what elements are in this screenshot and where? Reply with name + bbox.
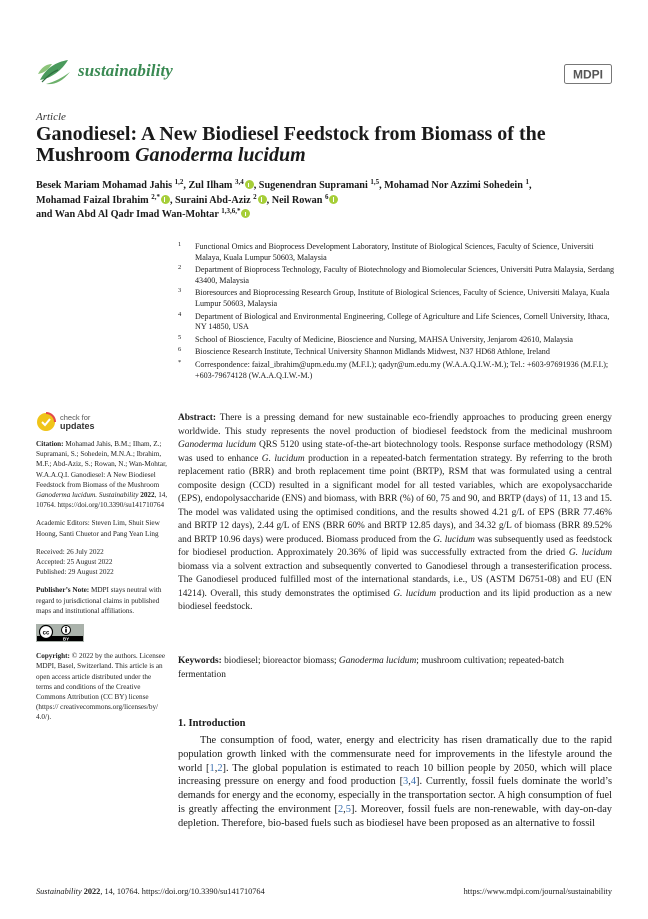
journal-logo[interactable] [36,56,173,86]
citation-link[interactable]: 5 [345,803,351,815]
citation-block: Citation: Mohamad Jahis, B.M.; Ilham, Z.; Supramani, S.; Sohedein, M.N.A.; Ibrahim, M.F.; Abd-Aziz, S.; Rowan, N.; Wan-Mohtar, W.A.A.Q.I. Ganodiesel: A New Biodiesel Feedstock from Biomass of the Mushroom Ganoderma lucidum. Sustainability 2022, 14, 10764. https://doi.org/10.3390/su141710764 [36,440,168,510]
abstract: Abstract: There is a pressing demand for new sustainable eco-friendly approaches to producing green energy worldwide. This study represents the novel production of biodiesel feedstock from the medicinal mushroom Ganoderma lucidum QRS 5120 using state-of-the-art biotechnology tools. Response surface methodology (RSM) was used to enhance G. lucidum production in a repeated-batch fermentation strategy. By referring to the broth replacement ratio (BRR) and broth replacement time point (BRTP), RSM that was formulated using a central composite design (CCD) resulted in a significant model for all tested variables, which are exopolysaccharide (EPS), endopolysaccharide (ENS) and biomass, with BRR (%) of 60, 75 and 90, and BRTP (days) of 11, 13 and 15. The model was validated using the optimised conditions, and the results showed 4.21 g/L of EPS (BRR 77.46% and BRTP 12 days), 2.44 g/L of ENS (BRR 60% and BRTP 12.85 days), and 34.32 g/L of biomass (BRR 89.52% and BRTP 10.96 days) were produced. Biomass produced from the G. lucidum was subsequently used as feedstock for biodiesel production. Approximately 20.36% of lipid was successfully extracted from the dried G. lucidum biomass via a solvent extraction and subsequently converted to Ganodiesel through a transesterification process. The Ganodiesel produced fulfilled most of the international standards, i.e., US (ASTM D6751-08) and EU (EN 14214). Overall, this study demonstrates the optimised G. lucidum production and its lipid production as a new biodiesel feedstock. [178,413,613,612]
check-updates-icon [36,412,56,432]
leaf-logo-icon [36,56,72,86]
article-type: Article [36,111,66,123]
affiliations [178,242,618,383]
author[interactable]: Zul Ilham $^{3,4}$ , [188,178,259,191]
affiliation-item: 5 School of Bioscience, Faculty of Medicine, Bioscience and Nursing, MAHSA University, Jenjarom 42610, Malaysia [178,333,574,344]
academic-editors: Academic Editors: Steven Lim, Shuit Siew Hoong, Santi Chuetor and Pang Yean Ling [36,519,160,538]
dates-block: Received: 26 July 2022 Accepted: 25 August 2022 Published: 29 August 2022 [36,547,114,577]
publisher-note: Publisher’s Note: MDPI stays neutral with regard to jurisdictional claims in published maps and institutional affiliations. [36,586,162,615]
orcid-icon[interactable] [241,209,250,218]
affiliation-item: 4 Department of Biological and Environmental Engineering, College of Agriculture and Life Sciences, Cornell University, Ithaca, NY 14850, USA [178,310,610,332]
author[interactable]: Sugenendran Supramani $^{1,5}$, [258,178,385,191]
article-title [36,124,612,166]
check-for-updates-button[interactable]: check for updates [36,412,168,432]
author[interactable]: Suraini Abd-Aziz $^2$ , [175,192,272,206]
orcid-icon[interactable] [245,180,254,189]
affiliation-item: 6 Bioscience Research Institute, Technical University Shannon Midlands Midwest, N37 HD68 Athlone, Ireland [178,346,550,357]
footer-journal-link[interactable]: https://www.mdpi.com/journal/sustainability [463,887,612,896]
orcid-icon[interactable] [329,195,338,204]
author[interactable]: Mohamad Faizal Ibrahim $^{2,*}$ , [36,192,176,206]
author[interactable]: Besek Mariam Mohamad Jahis $^{1,2}$, [36,178,189,191]
author[interactable]: Mohamad Nor Azzimi Sohedein $^1$, [384,178,532,191]
author[interactable]: and Wan Abd Al Qadr Imad Wan-Mohtar $^{1,3,6,*}$ [36,209,250,220]
affiliation-item: 2 Department of Bioprocess Technology, Faculty of Biotechnology and Biomolecular Sciences, Universiti Putra Malaysia, Serdang 43400, Malaysia [178,264,615,285]
orcid-icon[interactable] [258,195,267,204]
footer-citation: Sustainability 2022, 14, 10764. https://doi.org/10.3390/su141710764 [36,887,265,896]
section-heading-introduction: 1. Introduction [178,718,246,729]
title-main: Ganodiesel: A New Biodiesel Feedstock from Biomass of the Mushroom [36,123,546,166]
citation-link[interactable]: 2 [337,803,344,815]
affiliation-item: 3 Bioresources and Bioprocessing Research Group, Institute of Biological Sciences, Faculty of Science, Universiti Malaya, Kuala Lumpur 50603, Malaysia [178,287,610,308]
correspondence[interactable]: * Correspondence: faizal_ibrahim@upm.edu.my (M.F.I.); qadyr@um.edu.my (W.A.A.Q.I.W.-M.); Tel.: +603-97691936 (M.F.I.); +603-79674128 (W.A.A.Q.I.W.-M.) [178,358,609,380]
title-species: Ganoderma lucidum [135,144,306,166]
citation-link[interactable]: 1 [209,762,215,774]
author-list [36,179,612,223]
citation-doi-link[interactable]: , 14, 10764. https://doi.org/10.3390/su141710764 [36,491,168,510]
citation-link[interactable]: 2 [217,762,223,774]
creative-commons-icon[interactable] [36,624,84,642]
mdpi-logo-icon[interactable] [564,64,612,84]
citation-link[interactable]: 4 [410,776,417,788]
introduction-paragraph: The consumption of food, water, energy and electricity has risen dramatically due to the rapid population growth linked with the commensurate need for improvements in the lifestyle around the world [1,2]. The global population is estimated to reach 10 billion people by 2050, which will place increasing pressure on energy and food production [3,4]. Currently, fossil fuels dominate the world’s demands for energy and the economy, especially in the transportation sector. A high consumption of fuel is greatly affecting the environment [2,5]. Moreover, fossil fuels are non-renewable, with day-on-day depletion. Therefore, bio-based fuels such as biodiesel have been proposed as an alternative to fossil [178,735,612,829]
article-sidebar [36,412,168,731]
publisher-name: MDPI [573,67,603,82]
citation-link[interactable]: 3 [403,776,409,788]
journal-name: sustainability [78,61,173,80]
svg-text:BY: BY [62,636,70,642]
author[interactable]: Neil Rowan $^6$ [272,195,339,206]
svg-text:cc: cc [42,630,50,637]
keywords: Keywords: biodiesel; bioreactor biomass; Ganoderma lucidum; mushroom cultivation; repeated-batch fermentation [178,656,564,680]
copyright-notice: Copyright: © 2022 by the authors. Licensee MDPI, Basel, Switzerland. This article is an open access article distributed under the terms and conditions of the Creative Commons Attribution (CC BY) license (https:// creativecommons.org/licenses/by/ 4.0/). [36,652,166,722]
journal-header [36,52,612,92]
orcid-icon[interactable] [161,195,170,204]
affiliation-item: 1 Functional Omics and Bioprocess Development Laboratory, Institute of Biological Sciences, Faculty of Science, Universiti Malaya, Kuala Lumpur 50603, Malaysia [178,241,594,262]
